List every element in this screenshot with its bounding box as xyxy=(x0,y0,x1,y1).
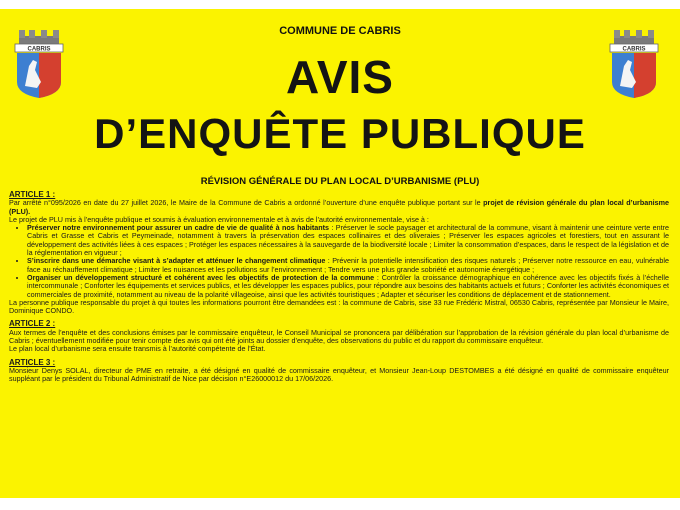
article3-paragraph1: Monsieur Denys SOLAL, directeur de PME en retraite, a été désigné en qualité de commissaire enquêteur, et Monsieur Jean-Loup DESTOMBES a été désigné en qualité de commissaire enquêteur suppléant par le président du Tribunal Administratif de Nice par décision n°E26000012 du 17/06/2026. xyxy=(9,365,669,384)
list-item: • Organiser un développement structuré et cohérent avec les objectifs de protection de la commune : Contrôler la croissance démographique en cohérence avec les objectifs fixés à l’échelle intercommunale ; Conforter les équipements et services publics, et les développer les espaces publics, pour répondre aux besoins des habitants actuels et futurs ; Conforter les activités économiques et commerciales de proximité, notamment au niveau de la polarité villageoise, ainsi que les activités touristiques ; Adapter et sécuriser les conditions de déplacement et de stationnement. xyxy=(27,274,669,299)
objectives-list xyxy=(9,224,669,299)
article1-paragraph2: Le projet de PLU mis à l’enquête publique et soumis à évaluation environnementale et à avis de l’autorité environnementale, vise à : xyxy=(9,214,429,224)
svg-text:CABRIS: CABRIS xyxy=(622,46,646,53)
notice-subtitle: RÉVISION GÉNÉRALE DU PLAN LOCAL D’URBANISME (PLU) xyxy=(200,176,480,187)
article2-heading: ARTICLE 2 : xyxy=(9,319,56,329)
list-item: • Préserver notre environnement pour assurer un cadre de vie de qualité à nos habitants : Préserver le socle paysager et architectural de la commune, visant à maintenir une ceinture verte entre Cabris et Grasse et Cabris et Peymeinade, notamment à travers la préservation des espaces collinaires et des oliveraies ; Préserver les espaces agricoles et forestiers, tout en assurant le développement des activités liées à ces espaces ; Protéger les espaces nécessaires à la sauvegarde de la biodiversité locale ; Limiter la consommation d’espaces, dans le respect de la législation et de la réglementation en vigueur ; xyxy=(27,224,669,257)
list-item: • S’inscrire dans une démarche visant à s’adapter et atténuer le changement climatique : Prévenir la potentielle intensification des risques naturels ; Préserver notre ressource en eau, vulnérable face au réchauffement climatique ; Limiter les nuisances et les pollutions sur l’environnement ; Tendre vers une plus grande sobriété et autonomie énergétique ; xyxy=(27,257,669,274)
article1-heading: ARTICLE 1 : xyxy=(9,190,56,199)
article1-paragraph1: Par arrêté n°095/2026 en date du 27 juillet 2026, le Maire de la Commune de Cabris a ordonné l’ouverture d’une enquête publique portant sur le projet de révision générale du plan local d’urbanisme (PLU). xyxy=(9,198,669,216)
article2-paragraph2: Le plan local d’urbanisme sera ensuite transmis à l’autorité compétente de l’État. xyxy=(9,344,266,354)
article1-paragraph3: La personne publique responsable du projet à qui toutes les informations pourront être demandées est : la commune de Cabris, sise 33 rue Frédéric Mistral, 06530 Cabris, représentée par Monsieur le Maire, Dominique CONDO. xyxy=(9,297,669,316)
article2-paragraph1: Aux termes de l’enquête et des conclusions émises par le commissaire enquêteur, le Conseil Municipal se prononcera par délibération sur l’approbation de la révision générale du plan local d’urbanisme de Cabris ; éventuellement modifiée pour tenir compte des avis qui ont été joints au dossier d’enquête, des observations du public et du rapport du commissaire enquêteur. xyxy=(9,327,669,346)
commune-name: COMMUNE DE CABRIS xyxy=(279,25,401,37)
notice-title-line2: D’ENQUÊTE PUBLIQUE xyxy=(94,110,586,157)
notice-body xyxy=(9,191,669,384)
notice-title-line1: AVIS xyxy=(286,51,394,103)
svg-text:CABRIS: CABRIS xyxy=(27,46,51,53)
article3-heading: ARTICLE 3 : xyxy=(9,357,56,367)
